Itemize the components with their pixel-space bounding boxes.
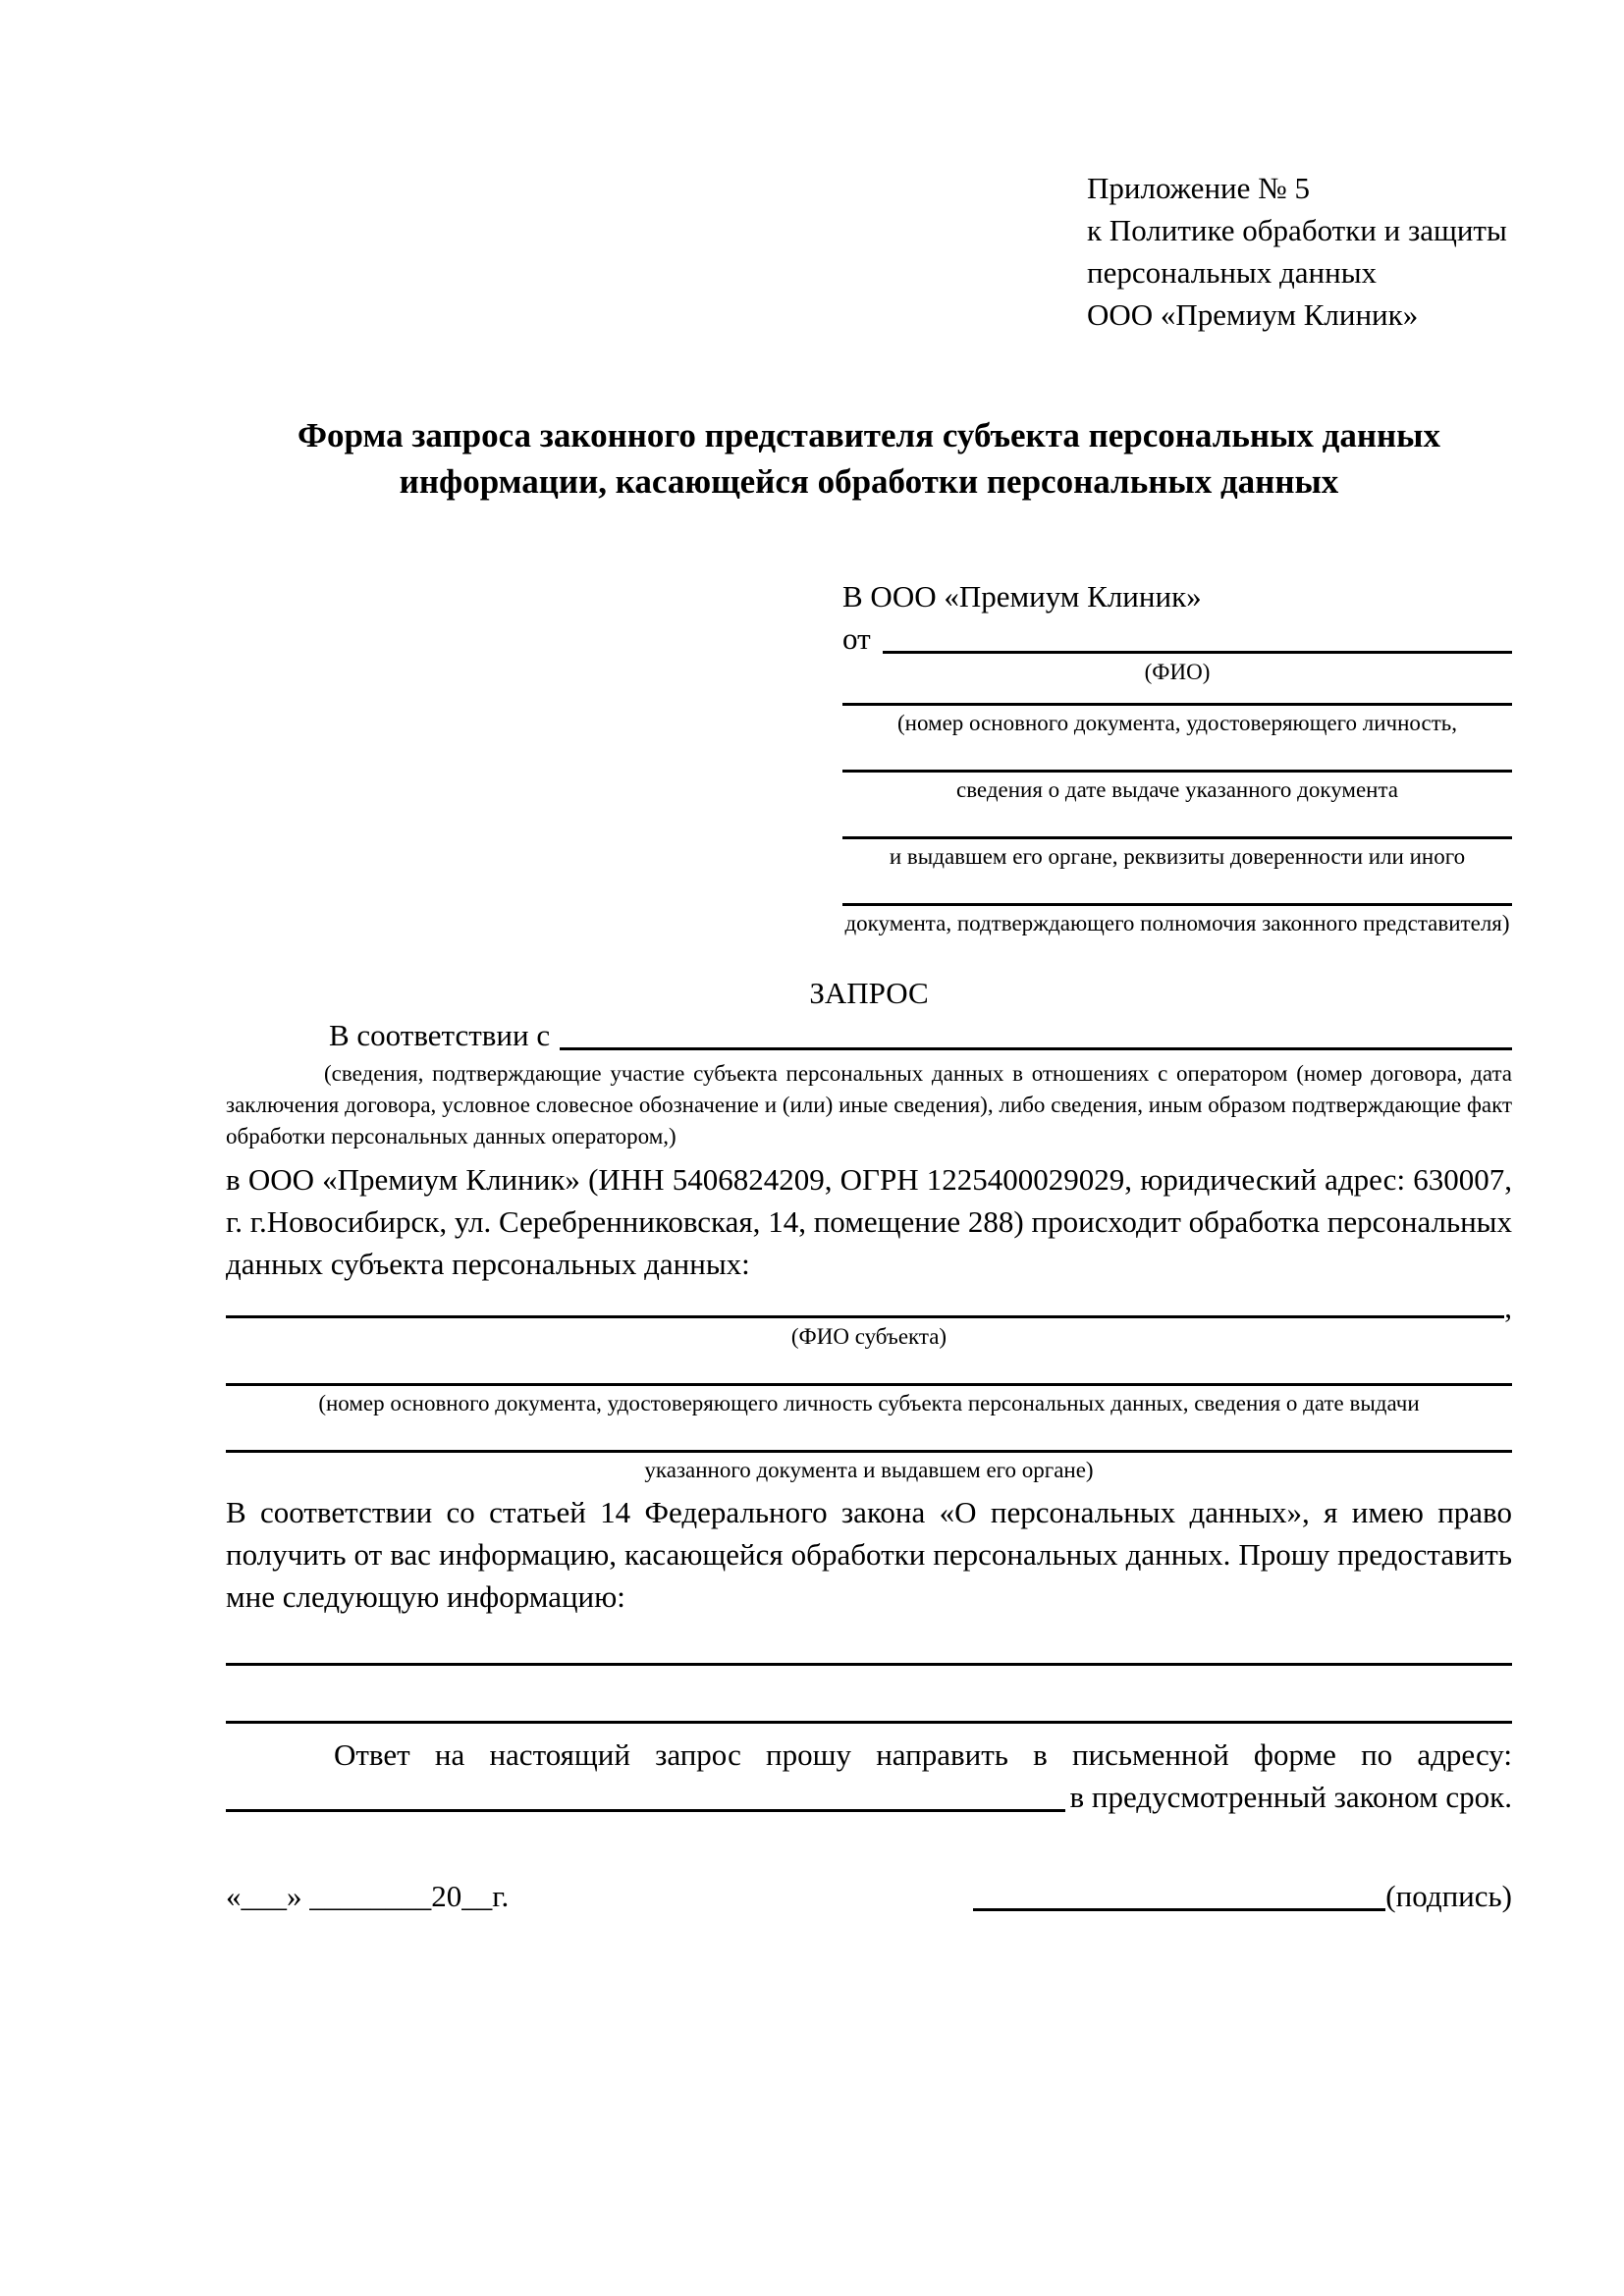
accordance-note: (сведения, подтверждающие участие субъекта персональных данных в отношениях с оператором (номер договора, дата заключения договора, условное словесное обозначение и (или) иные сведения), либо сведения, иным образом подтверждающие факт обработки персональных данных оператором,) [226,1061,1512,1148]
subject-fio-caption: (ФИО субъекта) [790,1324,947,1349]
accordance-label: В соответствии с [329,1018,551,1052]
from-row [842,617,1512,660]
appendix-header-line: к Политике обработки и защиты [1087,213,1507,247]
representative-doc-caption-1: (номер основного документа, удостоверяющего личность, [896,711,1457,735]
document-title: Форма запроса законного представителя субъекта персональных данных информации, касающейся обработки персональных данных [298,416,1440,501]
representative-fio-line[interactable] [883,651,1512,654]
operator-paragraph: в ООО «Премиум Клиник» (ИНН 5406824209, ОГРН 1225400029029, юридический адрес: 630007, г. г.Новосибирск, ул. Серебренниковская, 14, помещение 288) происходит обработка персональных данных субъекта персональных данных: [226,1162,1512,1281]
info-request-line-2[interactable] [226,1721,1512,1724]
subject-doc-field-2 [226,1450,1512,1483]
subject-fio-line[interactable] [226,1315,1504,1318]
representative-doc-caption-4: документа, подтверждающего полномочия законного представителя) [844,911,1510,935]
signature-line[interactable] [973,1908,1385,1911]
appendix-header [1087,167,1512,336]
representative-doc-line-2[interactable] [842,770,1512,773]
representative-doc-line-4[interactable] [842,903,1512,906]
accordance-row [226,1014,1512,1056]
date-line[interactable]: «___» ________20__г. [226,1879,510,1913]
answer-suffix: в предусмотренный законом срок. [1069,1780,1512,1814]
signature-cell [973,1875,1512,1917]
subject-doc-line-2[interactable] [226,1450,1512,1453]
appendix-header-line: ООО «Премиум Клиник» [1087,297,1419,332]
from-label: от [842,621,871,656]
appendix-header-line: Приложение № 5 [1087,171,1310,205]
subject-line-comma: , [1504,1290,1512,1324]
subject-doc-caption-1: (номер основного документа, удостоверяющего личность субъекта персональных данных, сведения о дате выдачи [318,1391,1420,1415]
request-heading: ЗАПРОС [809,976,929,1010]
appendix-header-line: персональных данных [1087,255,1378,290]
representative-doc-field-2 [842,770,1512,803]
representative-doc-line-3[interactable] [842,836,1512,839]
law-paragraph: В соответствии со статьей 14 Федерального закона «О персональных данных», я имею право получить от вас информацию, касающейся обработки персональных данных. Прошу предоставить мне следующую информацию: [226,1495,1512,1614]
accordance-input-line[interactable] [560,1047,1512,1050]
representative-doc-field-1 [842,703,1512,736]
answer-address-row [226,1776,1512,1818]
answer-paragraph: Ответ на настоящий запрос прошу направить в письменной форме по адресу: [334,1737,1512,1772]
representative-doc-caption-2: сведения о дате выдаче указанного документа [955,777,1399,802]
representative-doc-field-3 [842,836,1512,870]
representative-doc-field-4 [842,903,1512,936]
address-input-line[interactable] [226,1809,1065,1812]
subject-doc-caption-2: указанного документа и выдавшем его органе) [644,1458,1094,1482]
representative-doc-caption-3: и выдавшем его органе, реквизиты доверенности или иного [889,844,1466,869]
fio-caption: (ФИО) [1144,660,1211,684]
footer-row [226,1875,1512,1917]
info-request-line-1[interactable] [226,1663,1512,1666]
addressee-to: В ООО «Премиум Клиник» [842,579,1202,614]
subject-fio-row [226,1291,1512,1324]
subject-doc-line-1[interactable] [226,1383,1512,1386]
addressee-block [842,575,1512,936]
subject-doc-field-1 [226,1383,1512,1416]
representative-doc-line-1[interactable] [842,703,1512,706]
signature-caption: (подпись) [1385,1879,1512,1913]
